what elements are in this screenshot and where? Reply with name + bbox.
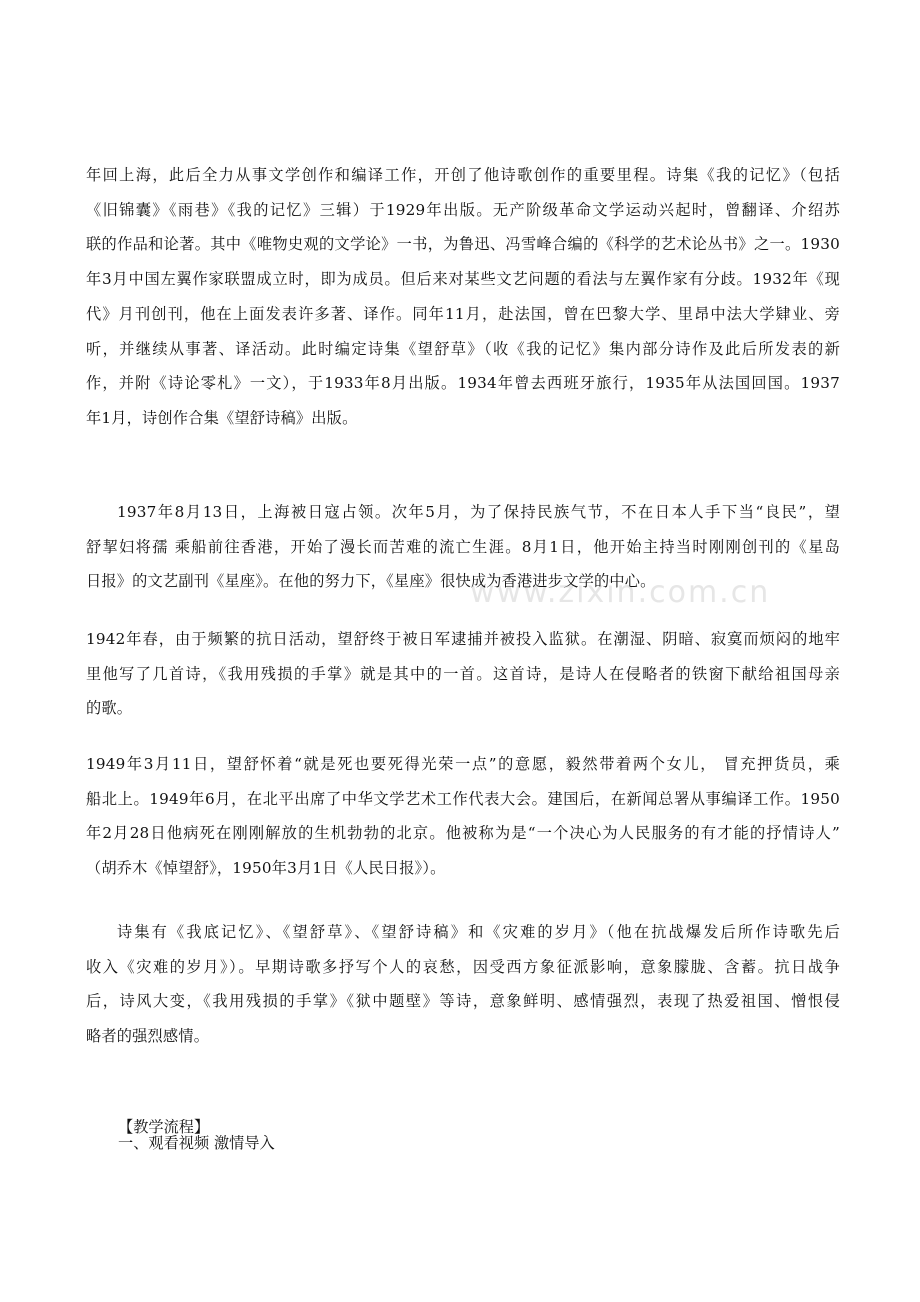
text-line: 1942年春，由于频繁的抗日活动，望舒终于被日军逮捕并被投入监狱。在潮湿、阴暗、寂寞而烦闷的地牢 [86,630,840,648]
text-line: 诗集有《我底记忆》、《望舒草》、《望舒诗稿》和《灾难的岁月》（他在抗战爆发后所作诗歌先后 [117,923,840,941]
section-one-heading: 一、观看视频 激情导入 [118,1134,275,1152]
text-line: 略者的强烈感情。 [86,1027,210,1046]
teaching-process-heading: 【教学流程】 [118,1118,210,1136]
watermark: www.zixin.com.cn [470,575,771,610]
text-line: 年回上海，此后全力从事文学创作和编译工作，开创了他诗歌创作的重要里程。诗集《我的记忆》（包括 [86,166,840,184]
text-line: 1937年8月13日，上海被日寇占领。次年5月，为了保持民族气节，不在日本人手下当“良民”，望 [117,503,840,521]
text-line: 船北上。1949年6月，在北平出席了中华文学艺术工作代表大会。建国后，在新闻总署从事编译工作。1950 [86,789,840,808]
text-line: 1949年3月11日，望舒怀着“就是死也要死得光荣一点”的意愿，毅然带着两个女儿， 冒充押货员，乘 [86,755,840,773]
text-line: 《旧锦囊》《雨巷》《我的记忆》三辑）于1929年出版。无产阶级革命文学运动兴起时，曾翻译、介绍苏 [86,200,840,219]
text-line: 收入《灾难的岁月》）。早期诗歌多抒写个人的哀愁，因受西方象征派影响，意象朦胧、含蓄。抗日战争 [86,957,840,976]
text-line: 里他写了几首诗，《我用残损的手掌》就是其中的一首。这首诗，是诗人在侵略者的铁窗下献给祖国母亲 [86,664,840,683]
text-line: 后，诗风大变，《我用残损的手掌》《狱中题壁》等诗，意象鲜明、感情强烈，表现了热爱祖国、憎恨侵 [86,992,840,1011]
text-line: 年3月中国左翼作家联盟成立时，即为成员。但后来对某些文艺问题的看法与左翼作家有分歧。1932年《现 [86,270,840,289]
text-line: （胡乔木《悼望舒》，1950年3月1日《人民日报》）。 [86,859,446,878]
text-line: 代》月刊创刊，他在上面发表许多著、译作。同年11月，赴法国，曾在巴黎大学、里昂中法大学肄业、旁 [86,304,840,323]
paragraph-poetry-collections [86,915,840,1054]
paragraph-return-north [86,747,840,886]
text-line: 舒挈妇将孺 乘船前往香港，开始了漫长而苦难的流亡生涯。8月1日，他开始主持当时刚刚创刊的《星岛 [86,537,840,556]
paragraph-imprisonment [86,622,840,726]
text-line: 日报》的文艺副刊《星座》。在他的努力下，《星座》很快成为香港进步文学的中心。 [86,572,656,591]
paragraph-biography-1930s [86,158,840,436]
text-line: 联的作品和论著。其中《唯物史观的文学论》一书，为鲁迅、冯雪峰合编的《科学的艺术论丛书》之一。1930 [86,235,840,254]
paragraph-hongkong-exile [86,495,840,599]
text-line: 年2月28日他病死在刚刚解放的生机勃勃的北京。他被称为是“一个决心为人民服务的有才能的抒情诗人” [86,824,840,843]
text-line: 听，并继续从事著、译活动。此时编定诗集《望舒草》（收《我的记忆》集内部分诗作及此后所发表的新 [86,339,840,358]
text-line: 作，并附《诗论零札》一文），于1933年8月出版。1934年曾去西班牙旅行，1935年从法国回国。1937 [86,374,840,393]
text-line: 年1月，诗创作合集《望舒诗稿》出版。 [86,408,358,427]
text-line: 的歌。 [86,699,133,718]
